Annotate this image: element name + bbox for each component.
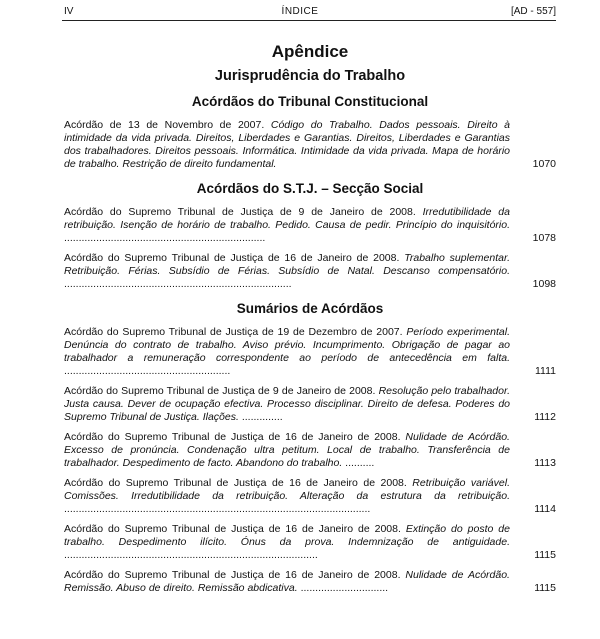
index-entry xyxy=(64,326,556,378)
index-entry xyxy=(64,252,556,291)
index-entry xyxy=(64,523,556,562)
index-entry xyxy=(64,431,556,470)
entry-page: 1115 xyxy=(534,582,556,594)
entry-court: Acórdão do Supremo Tribunal de Justiça de 16 de Janeiro de 2008. xyxy=(64,523,401,535)
entry-court: Acórdão do Supremo Tribunal de Justiça de 19 de Dezembro de 2007. xyxy=(64,326,403,338)
entry-subject: Irredutibilidade da retribuição. Isenção de horário de trabalho. Pedido. Causa de pedir. Princípio do inquisitório. xyxy=(64,206,510,231)
section-heading: Acórdãos do Tribunal Constitucional xyxy=(191,94,429,109)
entry-page: 1112 xyxy=(534,411,556,423)
entry-page: 1098 xyxy=(532,278,556,290)
index-entry xyxy=(64,385,556,424)
leader-dots: ......................................................... xyxy=(64,365,231,377)
entry-subject: Resolução pelo trabalhador. Justa causa. Dever de ocupação efectiva. Processo disciplinar. Direito de defesa. Poderes do Supremo Tribunal de Justiça. Ilações. xyxy=(64,385,510,423)
leader-dots: ......................................................................................................... xyxy=(64,503,371,515)
header-reference: [AD - 557] xyxy=(510,6,556,17)
entry-page: 1078 xyxy=(532,232,556,244)
leader-dots: .............................................................................. xyxy=(64,278,292,290)
header-title: ÍNDICE xyxy=(281,6,319,17)
index-entry xyxy=(64,119,556,171)
appendix-subtitle: Jurisprudência do Trabalho xyxy=(214,68,406,84)
entry-subject: Extinção do posto de trabalho. Despedimento ilícito. Ónus da prova. Indemnização de antiguidade. xyxy=(64,523,510,548)
entry-court: Acórdão do Supremo Tribunal de Justiça de 16 de Janeiro de 2008. xyxy=(64,477,407,489)
entry-page: 1115 xyxy=(534,549,556,561)
leader-dots: .............................. xyxy=(300,582,389,594)
page-number-roman: IV xyxy=(64,6,74,17)
entry-page: 1113 xyxy=(534,457,556,469)
entry-subject: Período experimental. Denúncia do contrato de trabalho. Aviso prévio. Incumprimento. Obrigação de pagar ao trabalhador a remuneração correspondente ao período de antecedência em falta. xyxy=(64,326,511,364)
index-entry xyxy=(64,569,556,595)
leader-dots: ..................................................................... xyxy=(64,232,266,244)
entry-page: 1114 xyxy=(534,503,556,515)
entry-page: 1111 xyxy=(534,365,556,377)
entry-subject: Nulidade de Acórdão. Excesso de pronúncia. Condenação ultra petitum. Local de trabalho. Transferência de trabalhador. Despedimento de facto. Abandono do trabalho. xyxy=(64,431,510,469)
index-content xyxy=(64,42,556,602)
leader-dots: .......... xyxy=(345,457,375,469)
appendix-title: Apêndice xyxy=(271,42,349,61)
index-entry xyxy=(64,206,556,245)
entry-subject: Código do Trabalho. Dados pessoais. Direito à intimidade da vida privada. Direitos, Liberdades e Garantias. Direitos, Liberdades e Garantias dos trabalhadores. Direitos pessoais. Informática. Intimidade da vida privada. Mapa de horário de trabalho. Restrição de direito fundamental. xyxy=(64,119,510,170)
entry-court: Acórdão de 13 de Novembro de 2007. xyxy=(64,119,265,131)
leader-dots: ....................................................................................... xyxy=(64,549,318,561)
header-rule xyxy=(62,20,556,21)
entry-subject: Trabalho suplementar. Retribuição. Férias. Subsídio de Férias. Subsídio de Natal. Descanso compensatório. xyxy=(64,252,510,277)
entry-court: Acórdão do Supremo Tribunal de Justiça de 16 de Janeiro de 2008. xyxy=(64,569,401,581)
leader-dots: .............. xyxy=(241,411,283,423)
entry-subject: Nulidade de Acórdão. Remissão. Abuso de direito. Remissão abdicativa. xyxy=(64,569,510,594)
entry-court: Acórdão do Supremo Tribunal de Justiça de 16 de Janeiro de 2008. xyxy=(64,431,401,443)
entry-court: Acórdão do Supremo Tribunal de Justiça de 9 de Janeiro de 2008. xyxy=(64,206,416,218)
section-heading: Acórdãos do S.T.J. – Secção Social xyxy=(196,181,424,196)
entry-court: Acórdão do Supremo Tribunal de Justiça de 9 de Janeiro de 2008. xyxy=(64,385,376,397)
section-heading: Sumários de Acórdãos xyxy=(236,301,384,316)
entry-page: 1070 xyxy=(532,158,556,170)
entry-court: Acórdão do Supremo Tribunal de Justiça de 16 de Janeiro de 2008. xyxy=(64,252,400,264)
entry-subject: Retribuição variável. Comissões. Irredutibilidade da retribuição. Alteração da estrutura da retribuição. xyxy=(64,477,510,502)
index-entry xyxy=(64,477,556,516)
